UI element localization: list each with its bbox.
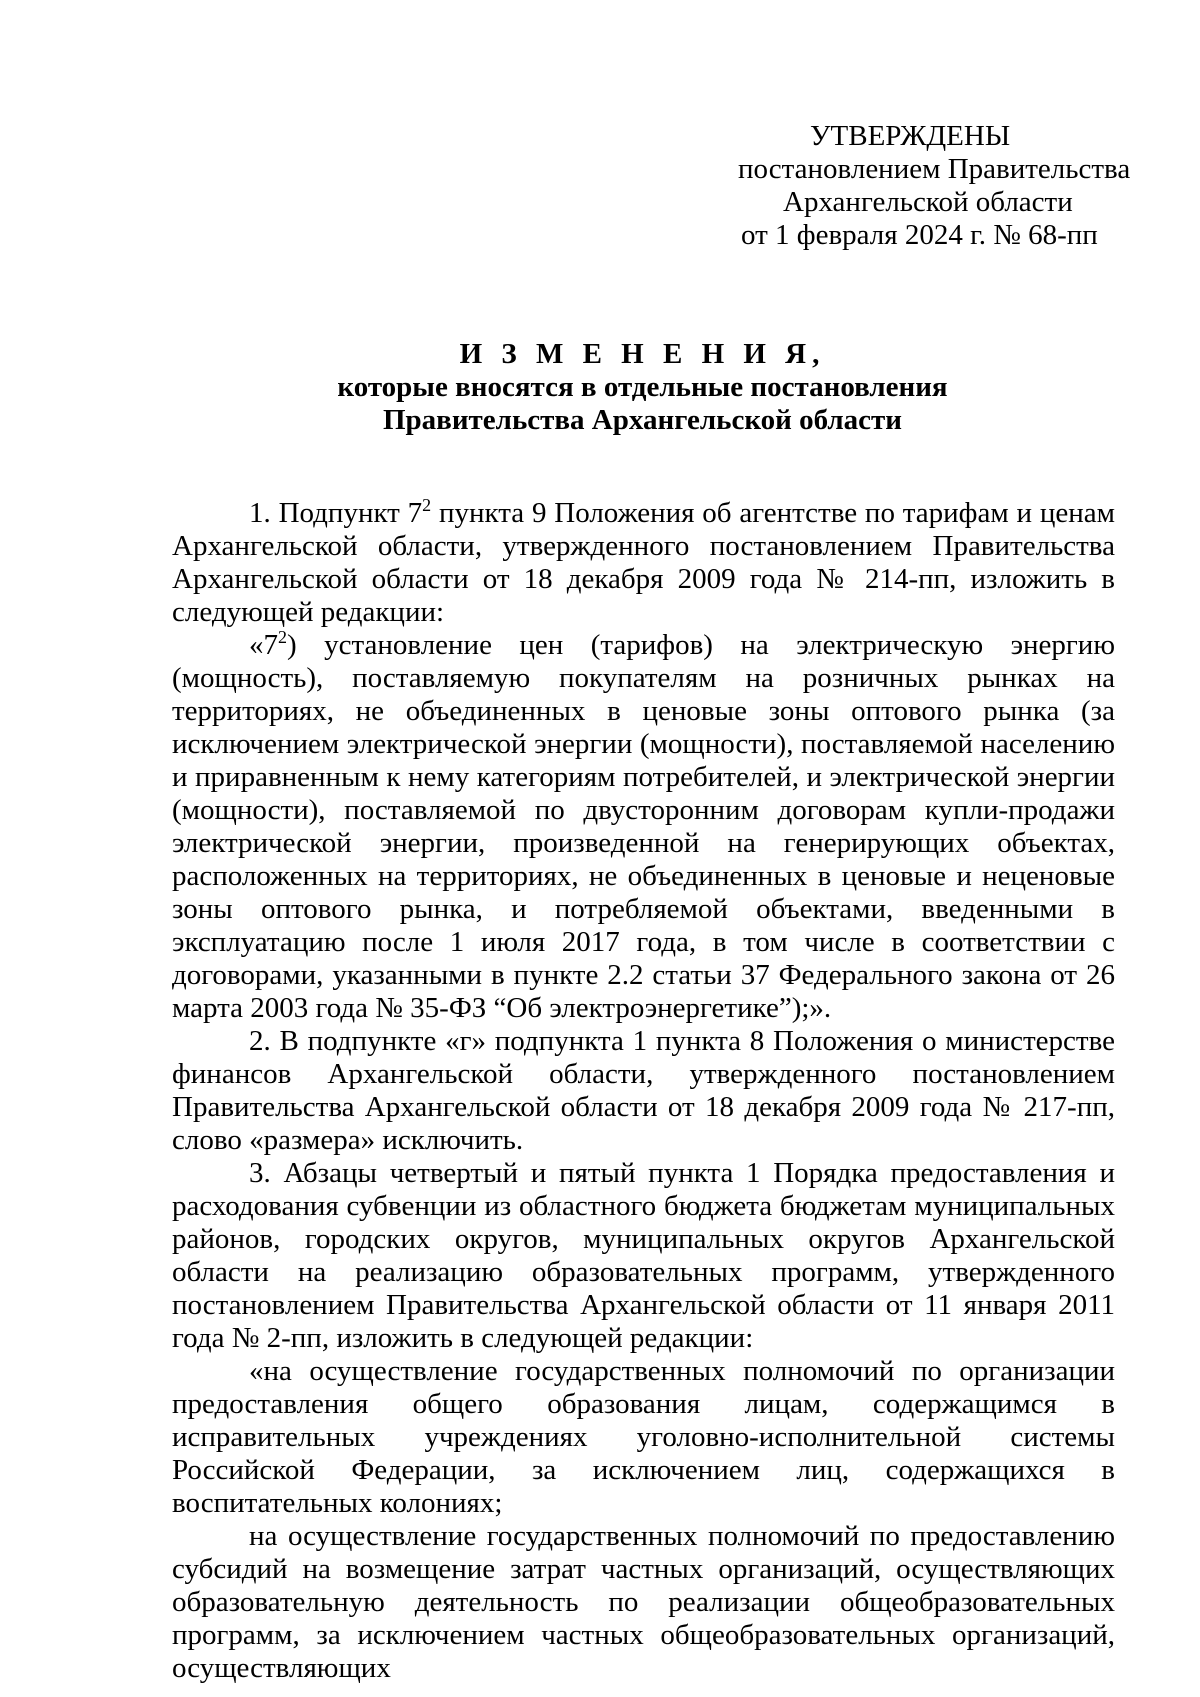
paragraph-3: 2. В подпункте «г» подпункта 1 пункта 8 Положения о министерстве финансов Архангельской области, утвержденного постановлением Правительства Архангельской области от 18 декабря 2009 года № 217-пп, слово «размера» исключить. — [172, 1025, 1115, 1156]
paragraph-text: пункта 9 Положения об агентстве по тарифам и ценам Архангельской области, утвержденного постановлением Правительства Архангельской области от 18 декабря 2009 года № 214-пп, изложить в следующей редакции: — [172, 497, 1115, 628]
title-heading: И З М Е Н Е Н И Я, — [459, 338, 826, 370]
superscript: 2 — [278, 627, 287, 647]
approval-stamp — [700, 120, 1131, 252]
paragraph-2 — [172, 629, 1115, 1025]
document-title — [170, 338, 1115, 437]
superscript: 2 — [422, 495, 432, 515]
paragraph-1 — [172, 497, 1115, 629]
paragraph-text: 1. Подпункт 7 — [249, 497, 423, 529]
document-body — [172, 497, 1115, 1685]
paragraph-text: «7 — [249, 629, 278, 661]
paragraph-6: на осуществление государственных полномочий по предоставлению субсидий на возмещение затрат частных организаций, осуществляющих образовательную деятельность по реализации общеобразовательных программ, за исключением частных общеобразовательных организаций, осуществляющих — [172, 1520, 1115, 1684]
paragraph-4: 3. Абзацы четвертый и пятый пункта 1 Порядка предоставления и расходования субвенции из областного бюджета бюджетам муниципальных районов, городских округов, муниципальных округов Архангельской области на реализацию образовательных программ, утвержденного постановлением Правительства Архангельской области от 11 января 2011 года № 2-пп, изложить в следующей редакции: — [172, 1157, 1115, 1354]
approval-line: Архангельской области — [783, 186, 1073, 218]
approval-line: постановлением Правительства — [738, 153, 1131, 185]
title-subtitle: которые вносятся в отдельные постановления — [337, 371, 948, 403]
approval-heading: УТВЕРЖДЕНЫ — [810, 120, 1011, 152]
paragraph-5: «на осуществление государственных полномочий по организации предоставления общего образования лицам, содержащимся в исправительных учреждениях уголовно-исполнительной системы Российской Федерации, за исключением лиц, содержащихся в воспитательных колониях; — [172, 1355, 1115, 1519]
paragraph-text: ) установление цен (тарифов) на электрическую энергию (мощность), поставляемую покупателям на розничных рынках на территориях, не объединенных в ценовые зоны оптового рынка (за исключением электрической энергии (мощности), поставляемой населению и приравненным к нему категориям потребителей, и электрической энергии (мощности), поставляемой по двусторонним договорам купли-продажи электрической энергии, произведенной на генерирующих объектах, расположенных на территориях, не объединенных в ценовые и неценовые зоны оптового рынка, и потребляемой объектами, введенными в эксплуатацию после 1 июля 2017 года, в том числе в соответствии с договорами, указанными в пункте 2.2 статьи 37 Федерального закона от 26 марта 2003 года № 35-ФЗ “Об электроэнергетике”);». — [172, 629, 1115, 1024]
title-subtitle: Правительства Архангельской области — [383, 404, 902, 436]
approval-date: от 1 февраля 2024 г. № 68-пп — [741, 219, 1098, 251]
